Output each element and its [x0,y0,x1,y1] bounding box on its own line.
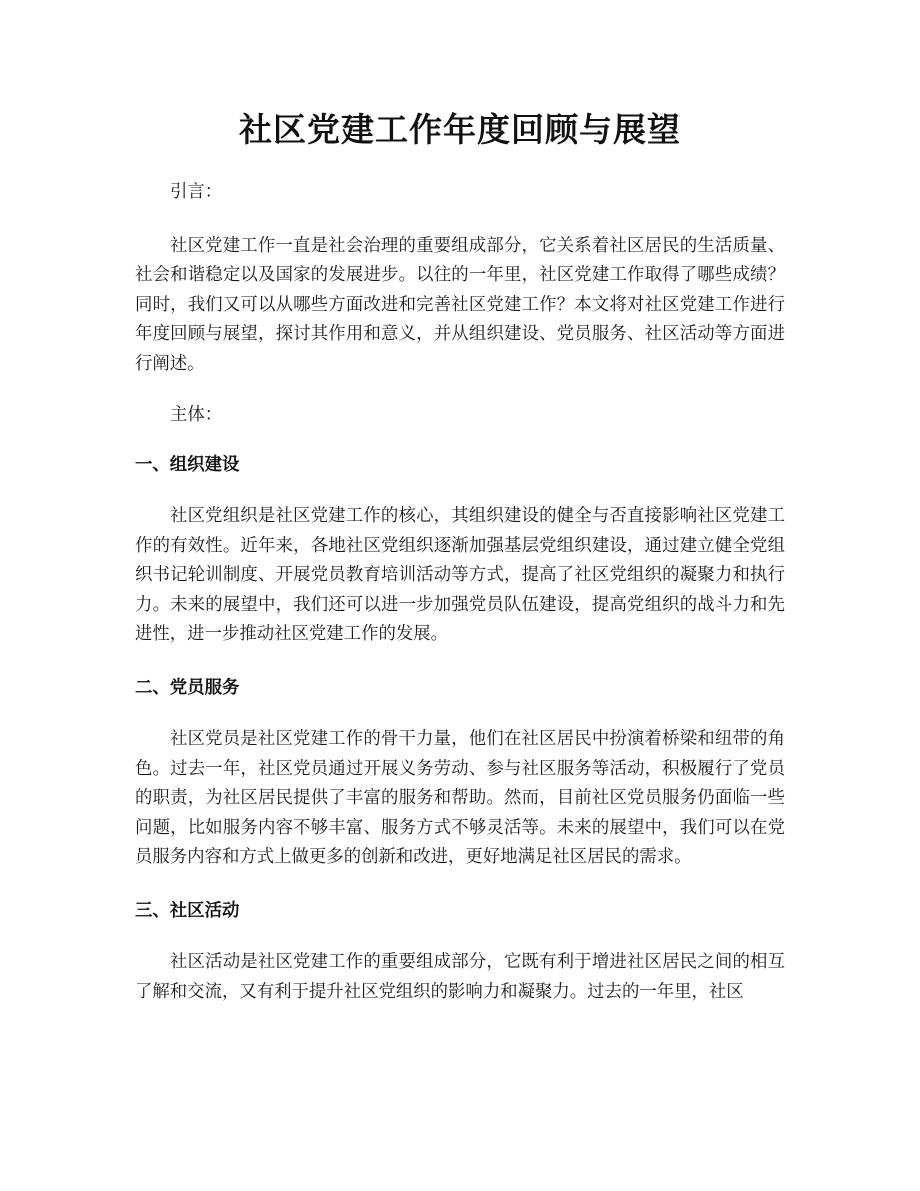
section-heading: 一、组织建设 [135,454,240,475]
section-member-service [135,674,785,873]
section-paragraph: 社区党组织是社区党建工作的核心，其组织建设的健全与否直接影响社区党建工作的有效性。近年来，各地社区党组织逐渐加强基层党组织建设，通过建立健全党组织书记轮训制度、开展党员教育培训活动等方式，提高了社区党组织的凝聚力和执行力。未来的展望中，我们还可以进一步加强党员队伍建设，提高党组织的战斗力和先进性，进一步推动社区党建工作的发展。 [135,506,785,644]
section-heading: 二、党员服务 [135,677,240,698]
section-community-activities [135,897,785,1008]
document-body [135,178,785,1031]
intro-paragraph: 社区党建工作一直是社会治理的重要组成部分，它关系着社区居民的生活质量、社会和谐稳定以及国家的发展进步。以往的一年里，社区党建工作取得了哪些成绩？同时，我们又可以从哪些方面改进和完善社区党建工作？本文将对社区党建工作进行年度回顾与展望，探讨其作用和意义，并从组织建设、党员服务、社区活动等方面进行阐述。 [135,235,785,374]
section-paragraph: 社区活动是社区党建工作的重要组成部分，它既有利于增进社区居民之间的相互了解和交流，又有利于提升社区党组织的影响力和凝聚力。过去的一年里，社区 [135,952,785,1002]
intro-label: 引言： [170,182,223,202]
main-label: 主体： [170,405,223,425]
section-organization [135,451,785,650]
section-paragraph: 社区党员是社区党建工作的骨干力量，他们在社区居民中扮演着桥梁和纽带的角色。过去一年，社区党员通过开展义务劳动、参与社区服务等活动，积极履行了党员的职责，为社区居民提供了丰富的服务和帮助。然而，目前社区党员服务仍面临一些问题，比如服务内容不够丰富、服务方式不够灵活等。未来的展望中，我们可以在党员服务内容和方式上做更多的创新和改进，更好地满足社区居民的需求。 [135,729,785,867]
section-heading: 三、社区活动 [135,900,240,921]
document-title: 社区党建工作年度回顾与展望 [239,110,681,149]
